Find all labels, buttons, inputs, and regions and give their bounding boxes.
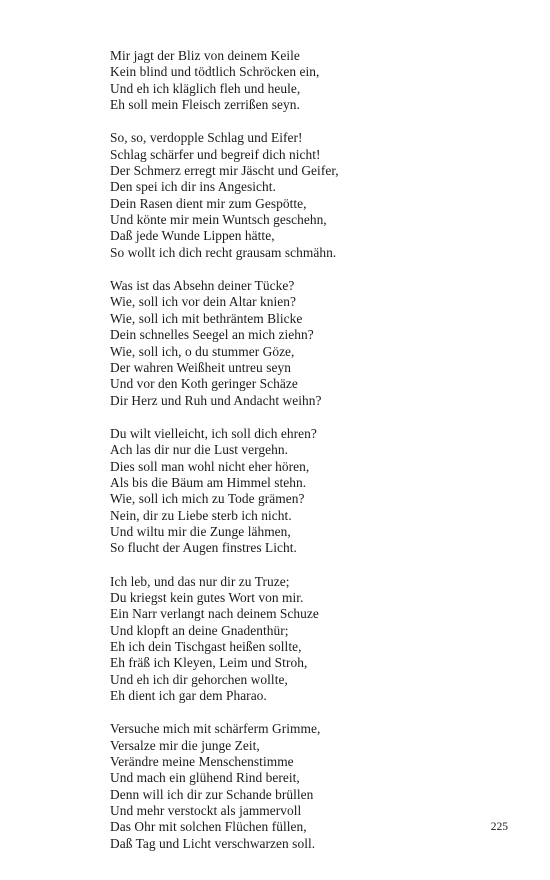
stanza-4 [110, 426, 510, 557]
verse-line: Kein blind und tödtlich Schröcken ein, [110, 64, 320, 80]
verse-line: Und eh ich dir gehorchen wollte, [110, 671, 288, 687]
verse-line: Das Ohr mit solchen Flüchen füllen, [110, 819, 307, 835]
verse-line: Und mehr verstockt als jammervoll [110, 803, 302, 819]
verse-line: Der Schmerz erregt mir Jäscht und Geifer, [110, 163, 339, 179]
verse-line: Und könte mir mein Wuntsch geschehn, [110, 212, 327, 228]
verse-line: Du kriegst kein gutes Wort von mir. [110, 589, 304, 605]
verse-line: Versuche mich mit schärferm Grimme, [110, 721, 321, 737]
stanza-6 [110, 721, 510, 852]
verse-line: Schlag schärfer und begreif dich nicht! [110, 146, 321, 162]
poem-text [110, 48, 510, 869]
verse-line: Ein Narr verlangt nach deinem Schuze [110, 606, 319, 622]
verse-line: Und mach ein glühend Rind bereit, [110, 770, 300, 786]
verse-line: Wie, soll ich, o du stummer Göze, [110, 343, 295, 359]
verse-line: Nein, dir zu Liebe sterb ich nicht. [110, 507, 292, 523]
verse-line: Eh fräß ich Kleyen, Leim und Stroh, [110, 655, 308, 671]
verse-line: Und wiltu mir die Zunge lähmen, [110, 523, 291, 539]
stanza-5 [110, 574, 510, 705]
verse-line: Daß Tag und Licht verschwarzen soll. [110, 835, 316, 851]
verse-line: Dir Herz und Ruh und Andacht weihn? [110, 392, 322, 408]
verse-line: Dies soll man wohl nicht eher hören, [110, 458, 310, 474]
verse-line: Versalze mir die junge Zeit, [110, 737, 260, 753]
verse-line: Und klopft an deine Gnadenthür; [110, 622, 289, 638]
verse-line: Denn will ich dir zur Schande brüllen [110, 786, 314, 802]
stanza-1 [110, 48, 510, 113]
verse-line: Dein schnelles Seegel an mich ziehn? [110, 327, 314, 343]
verse-line: Den spei ich dir ins Angesicht. [110, 179, 276, 195]
verse-line: Eh ich dein Tischgast heißen sollte, [110, 639, 302, 654]
verse-line: Wie, soll ich mit bethräntem Blicke [110, 310, 303, 326]
stanza-2 [110, 130, 510, 261]
verse-line: Ich leb, und das nur dir zu Truze; [110, 573, 290, 589]
verse-line: Eh dient ich gar dem Pharao. [110, 688, 267, 704]
verse-line: Daß jede Wunde Lippen hätte, [110, 228, 275, 244]
verse-line: Eh soll mein Fleisch zerrißen seyn. [110, 97, 300, 113]
verse-line: So, so, verdopple Schlag und Eifer! [110, 130, 303, 146]
verse-line: Und vor den Koth geringer Schäze [110, 376, 298, 392]
verse-line: Dein Rasen dient mir zum Gespötte, [110, 195, 307, 211]
verse-line: Wie, soll ich mich zu Tode grämen? [110, 491, 305, 507]
verse-line: Wie, soll ich vor dein Altar knien? [110, 294, 297, 310]
verse-line: So wollt ich dich recht grausam schmähn. [110, 244, 337, 260]
verse-line: Verändre meine Menschenstimme [110, 754, 294, 770]
page-number: 225 [490, 821, 508, 833]
verse-line: Ach las dir nur die Lust vergehn. [110, 442, 289, 458]
verse-line: Und eh ich kläglich fleh und heule, [110, 80, 301, 96]
verse-line: Als bis die Bäum am Himmel stehn. [110, 474, 307, 490]
verse-line: So flucht der Augen finstres Licht. [110, 540, 297, 556]
stanza-3 [110, 278, 510, 409]
verse-line: Du wilt vielleicht, ich soll dich ehren? [110, 425, 317, 441]
verse-line: Mir jagt der Bliz von deinem Keile [110, 48, 300, 63]
verse-line: Was ist das Absehn deiner Tücke? [110, 278, 295, 294]
verse-line: Der wahren Weißheit untreu seyn [110, 359, 291, 375]
